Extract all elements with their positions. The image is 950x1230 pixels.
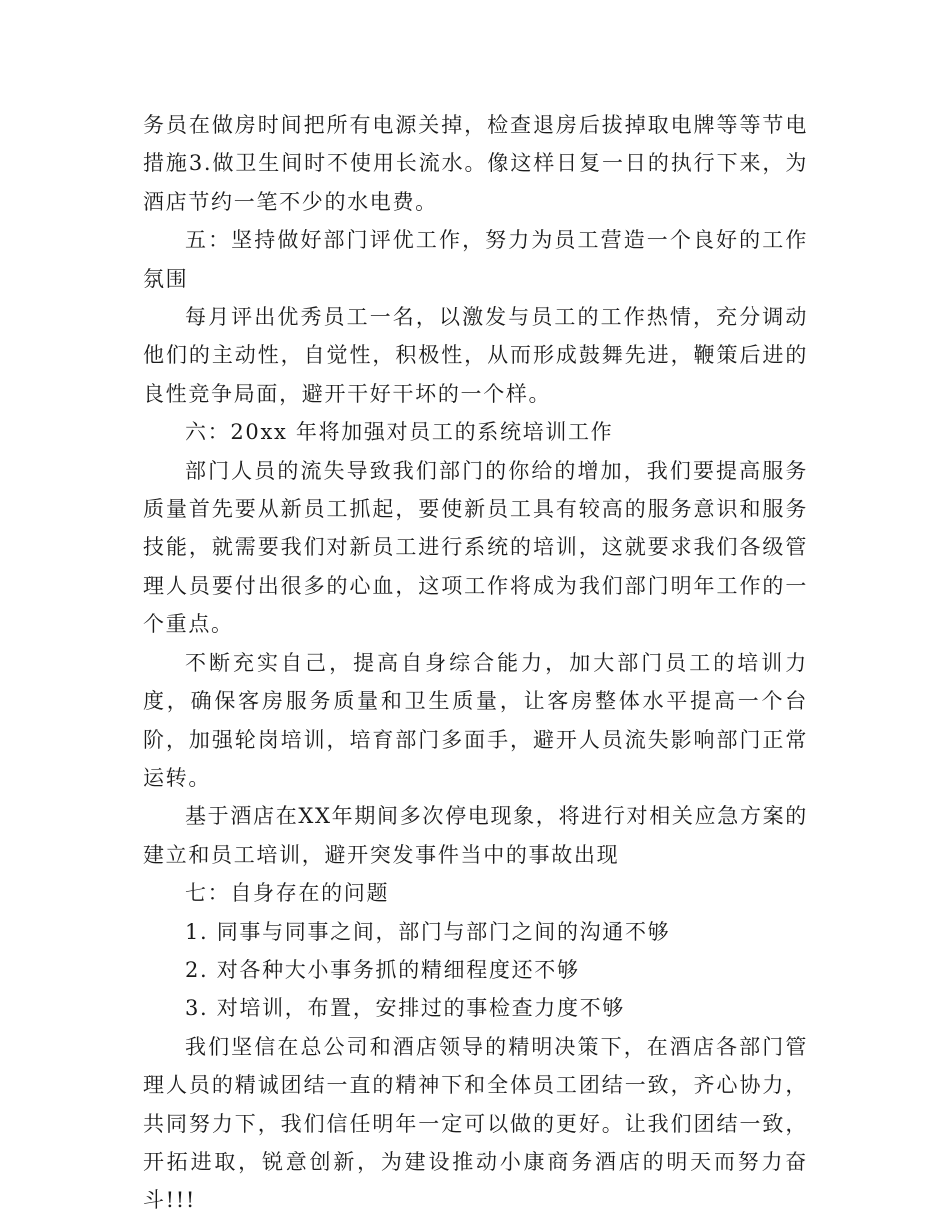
heading-section-five: 五：坚持做好部门评优工作，努力为员工营造一个良好的工作氛围 (143, 228, 808, 291)
paragraph-energy-saving: 务员在做房时间把所有电源关掉，检查退房后拔掉取电牌等等节电措施3.做卫生间时不使用长流水。像这样日复一日的执行下来，为酒店节约一笔不少的水电费。 (143, 113, 808, 214)
heading-section-six: 六：20xx 年将加强对员工的系统培训工作 (185, 420, 614, 445)
paragraph-monthly-award: 每月评出优秀员工一名，以激发与员工的工作热情，充分调动他们的主动性，自觉性，积极性，从而形成鼓舞先进，鞭策后进的良性竞争局面，避开干好干坏的一个样。 (143, 305, 808, 406)
list-item-issue-1: 1. 同事与同事之间，部门与部门之间的沟通不够 (185, 919, 671, 944)
document-body (143, 106, 808, 1220)
heading-section-seven: 七：自身存在的问题 (185, 881, 390, 906)
list-item-issue-3: 3. 对培训，布置，安排过的事检查力度不够 (185, 996, 625, 1021)
paragraph-staff-training: 部门人员的流失导致我们部门的你给的增加，我们要提高服务质量首先要从新员工抓起，要使新员工具有较高的服务意识和服务技能，就需要我们对新员工进行系统的培训，这就要求我们各级管理人员要付出很多的心血，这项工作将成为我们部门明年工作的一个重点。 (143, 458, 808, 637)
list-item-issue-2: 2. 对各种大小事务抓的精细程度还不够 (185, 957, 580, 982)
paragraph-self-improvement: 不断充实自己，提高自身综合能力，加大部门员工的培训力度，确保客房服务质量和卫生质量，让客房整体水平提高一个台阶，加强轮岗培训，培育部门多面手，避开人员流失影响部门正常运转。 (143, 650, 808, 790)
paragraph-closing: 我们坚信在总公司和酒店领导的精明决策下，在酒店各部门管理人员的精诚团结一直的精神下和全体员工团结一致，齐心协力，共同努力下，我们信任明年一定可以做的更好。让我们团结一致，开拓进取，锐意创新，为建设推动小康商务酒店的明天而努力奋斗!!! (143, 1034, 808, 1213)
paragraph-emergency-plan: 基于酒店在XX年期间多次停电现象，将进行对相关应急方案的建立和员工培训，避开突发事件当中的事故出现 (143, 804, 808, 867)
